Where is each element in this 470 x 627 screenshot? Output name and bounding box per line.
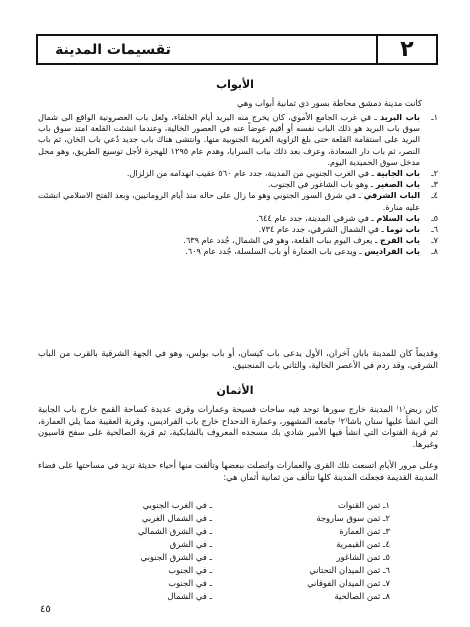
- gate-item: [38, 190, 438, 212]
- gate-description: ـ وهو باب الشاغور في الجنوب.: [267, 179, 376, 190]
- gates-closing-paragraph: وقديماً كان للمدينة بابان آخران، الأول يدعى باب كيسان، أو باب بولس، وهو في الجهة الشرقية بالقرب من الباب الشرقي، وقد ردم في الأعصر الخالية، والثاني باب المنجنيق.: [38, 348, 438, 370]
- quarter-location: ـ في الشرق الشمالي: [137, 526, 212, 536]
- quarter-location: ـ في الجنوب: [168, 565, 212, 575]
- gate-description: ـ يعرف اليوم بباب القلعة، وهو في الشمال، جُدد عام ٦٣٩.: [183, 235, 380, 246]
- gate-item: [38, 235, 438, 246]
- quarter-name: ٧ـ ثمن الميدان الفوقاني: [307, 578, 390, 588]
- quarter-name: ٣ـ ثمن العمارة: [339, 526, 390, 536]
- section-heading-quarters: الأثمان: [216, 384, 254, 397]
- gate-description: ـ في الغرب الجنوبي من المدينة، جدد عام ٥٦٠ عقيب انهدامه من الزلزال.: [126, 168, 377, 179]
- gates-intro: كانت مدينة دمشق محاطة بسور ذي ثمانية أبواب وهي: [236, 98, 422, 108]
- quarter-name: ٢ـ ثمن سوق ساروجة: [316, 513, 390, 523]
- gate-number: ٣ـ: [431, 179, 438, 190]
- quarter-name: ١ـ ثمن القنوات: [337, 500, 390, 510]
- chapter-number: ٢: [376, 36, 436, 63]
- gate-name: باب السلام: [376, 212, 420, 223]
- gate-name: باب الفرج: [380, 235, 420, 246]
- gate-description: ـ ويدعى باب العمارة أو باب السلسلة، جُدد عام ٦٠٩.: [185, 246, 365, 257]
- gate-description: ـ في غرب الجامع الأموي، كان يخرج منه البريد أيام الخلفاء، ولعل باب العصرونية الواقع الى شمال سوق باب البريد هو ذلك الباب نفسه أو أقيم عوضاً عنه في العصور الخالية، وعندما انشئت القلعة امتد سوق باب البريد على استقامة القلعة حتى بلغ الزاوية الغربية الجنوبية منها. وانتشى هناك باب جديد دُعي باب الخان، ثم باب النصر، ثم باب دار السعادة، وعرف بعد ذلك بباب السرايا، وهدم عام ١٢٩٥ للهجرة لأجل توسيع الطريق، وهو محل مدخل سوق الحميدية اليوم.: [38, 112, 420, 167]
- gate-name: باب البريد: [379, 112, 420, 122]
- chapter-title: تقسيمات المدينة: [55, 41, 171, 58]
- gate-number: ٦ـ: [431, 224, 438, 235]
- quarter-item: [0, 578, 470, 590]
- quarter-location: ـ في الشرق الجنوبي: [140, 552, 212, 562]
- gate-name: باب الصغير: [375, 179, 420, 190]
- quarter-item: [0, 591, 470, 603]
- quarter-item: [0, 539, 470, 551]
- gate-item: [38, 179, 438, 190]
- quarter-name: ٦ـ ثمن الميدان التحتاني: [309, 565, 390, 575]
- quarter-item: [0, 526, 470, 538]
- gate-name: باب الجابية: [376, 168, 420, 179]
- quarter-item: [0, 500, 470, 512]
- gate-description: ـ في شرقي المدينة، جدد عام ٦٤٤.: [256, 212, 377, 223]
- quarter-name: ٤ـ ثمن القيمرية: [336, 539, 390, 549]
- gate-item: [38, 213, 438, 224]
- gate-number: ٥ـ: [431, 212, 438, 223]
- gate-number: ٤ـ: [431, 190, 438, 201]
- page-number: ٤٥: [40, 604, 51, 615]
- section-heading-gates: الأبواب: [216, 78, 254, 91]
- quarter-item: [0, 552, 470, 564]
- chapter-header: [36, 34, 438, 65]
- gate-name: الباب الشرقي: [363, 190, 420, 201]
- quarter-name: ٥ـ ثمن الشاغور: [336, 552, 390, 562]
- quarter-item: [0, 513, 470, 525]
- gate-item: [38, 112, 438, 168]
- gate-item: [38, 246, 438, 257]
- quarter-item: [0, 565, 470, 577]
- quarters-paragraph-2: وعلى مرور الأيام اتسعت تلك القرى والعمارات واتصلت ببعضها وتألفت منها أحياء حديثة تزيد في مساحتها على فضاء المدينة القديمة فجعلت المدينة كلها تتألف من ثمانية أثمان هي:: [38, 460, 438, 482]
- gate-description: ـ في شرق السور الجنوبي وهو ما زال على حاله منذ أيام الرومانيين، وبعد الفتح الاسلامي انشئت عليه منارة.: [38, 190, 420, 212]
- gates-list: [38, 112, 438, 258]
- quarter-location: ـ في الجنوب: [168, 578, 212, 588]
- gate-description: ـ في الشمال الشرقي، جدد عام ٧٣٤.: [258, 224, 387, 235]
- gate-number: ٢ـ: [431, 168, 438, 179]
- quarters-paragraph-1: كان ربض⁽١⁾ المدينة خارج سورها توجد فيه ساحات فسيحة وعمارات وقرى عديدة كساحة القمح خارج باب الجابية التي انشأ عليها سنان باشا⁽٢⁾ جامعه المشهور، وعمارة الدحداح خارج باب الفراديس، وقرية العقيبة مما يلي العمارة، ثم قرية القنوات التي انشأ فيها الأمير شادي بك مسجده المعروف بالشابكية، ثم قرية الصالحية على سفح قاسيون وغيرها.: [38, 404, 438, 449]
- quarter-location: ـ في الغرب الجنوبي: [142, 500, 212, 510]
- gate-number: ٧ـ: [431, 235, 438, 246]
- gate-number: ١ـ: [431, 112, 438, 122]
- gate-number: ٨ـ: [431, 246, 438, 257]
- quarter-location: ـ في الشمال: [167, 591, 212, 601]
- quarter-location: ـ في الشمال الغربي: [141, 513, 212, 523]
- quarter-name: ٨ـ ثمن الصالحية: [334, 591, 390, 601]
- gate-item: [38, 168, 438, 179]
- gate-item: [38, 224, 438, 235]
- gate-name: باب توما: [386, 224, 420, 235]
- gate-name: باب الفراديس: [364, 246, 420, 257]
- quarter-location: ـ في الشرق: [169, 539, 212, 549]
